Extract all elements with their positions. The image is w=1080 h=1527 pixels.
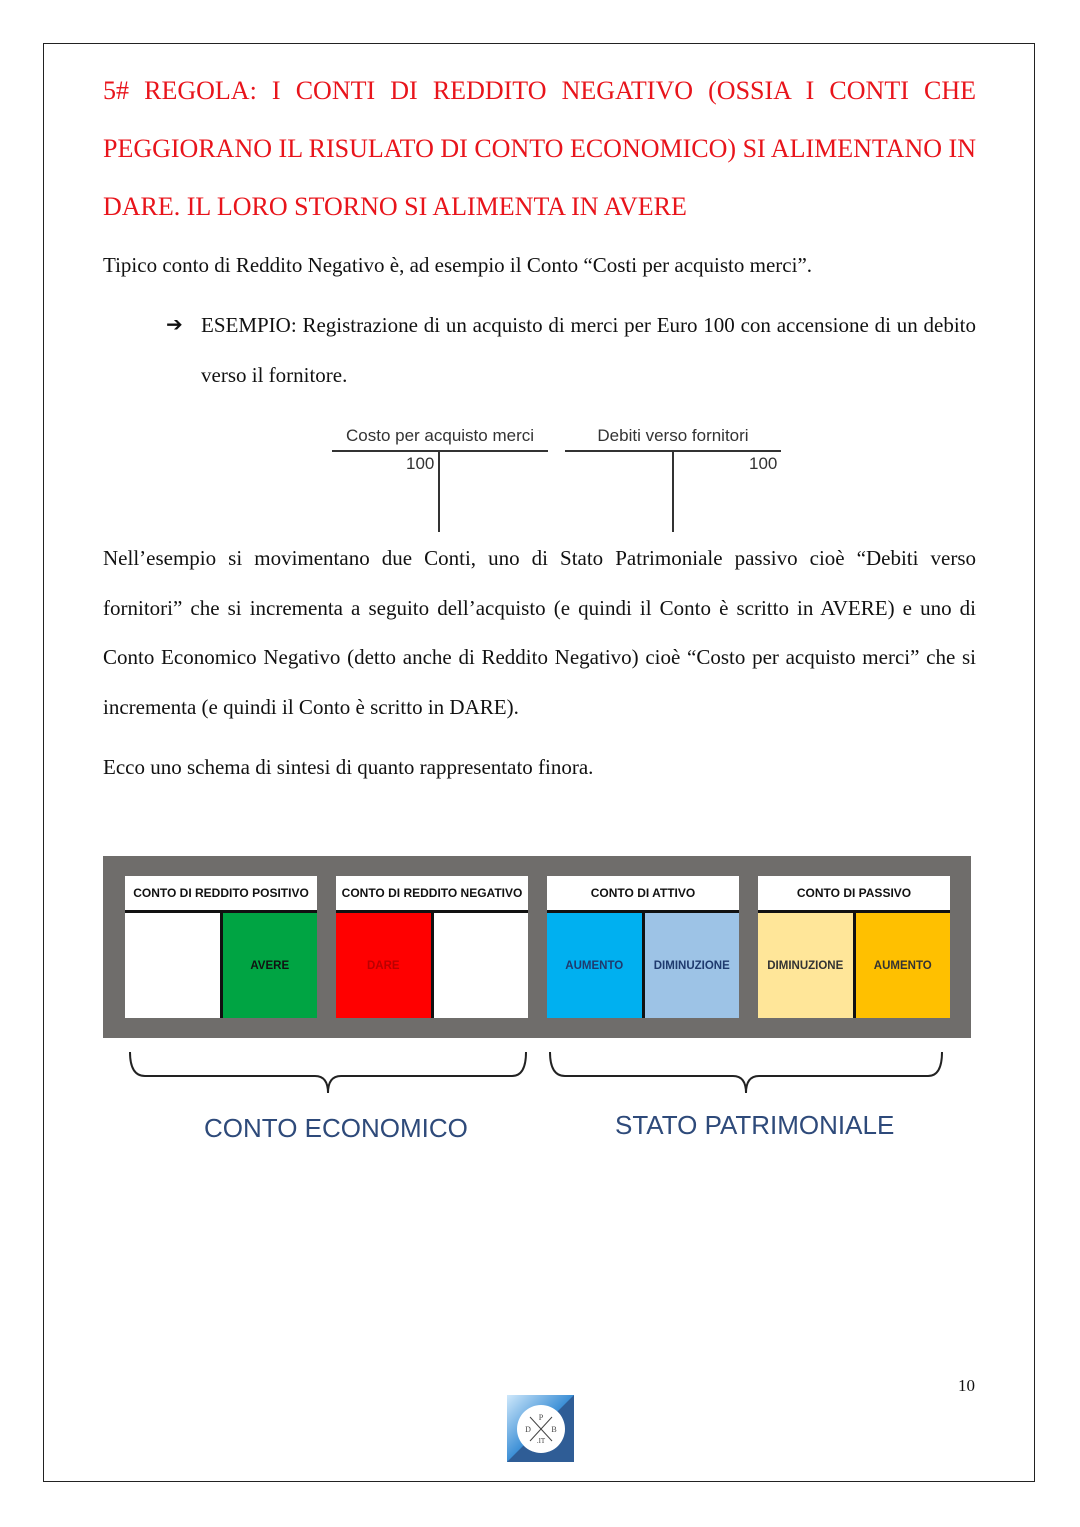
brace-icon <box>130 1052 526 1093</box>
svg-text:.IT: .IT <box>536 1437 546 1445</box>
svg-text:D: D <box>525 1425 531 1434</box>
example-paragraph: ESEMPIO: Registrazione di un acquisto di merci per Euro 100 con accensione di un debito verso il fornitore. <box>201 313 976 387</box>
t-account-dare-value: 100 <box>406 454 435 473</box>
scheme-box-title: CONTO DI REDDITO NEGATIVO <box>336 876 528 913</box>
scheme-box <box>336 876 528 1018</box>
logo-icon <box>507 1395 574 1462</box>
rule-heading <box>103 62 976 236</box>
explanation-paragraph: Nell’esempio si movimentano due Conti, uno di Stato Patrimoniale passivo cioè “Debiti verso fornitori” che si incrementa a seguito dell’acquisto (e quindi il Conto è scritto in AVERE) e uno di Conto Economico Negativo (detto anche di Reddito Negativo) cioè “Costo per acquisto merci” che si incrementa (e quindi il Conto è scritto in DARE). <box>103 546 976 719</box>
brace-icons <box>120 1048 960 1100</box>
scheme-box-title: CONTO DI PASSIVO <box>758 876 950 913</box>
summary-intro: Ecco uno schema di sintesi di quanto rappresentato finora. <box>103 755 594 779</box>
scheme-right: AVERE <box>223 913 318 1018</box>
page-number: 10 <box>958 1376 975 1395</box>
scheme-right <box>434 913 529 1018</box>
intro-paragraph: Tipico conto di Reddito Negativo è, ad esempio il Conto “Costi per acquisto merci”. <box>103 253 813 277</box>
t-account-avere-value: 100 <box>749 454 778 473</box>
heading-line: PEGGIORANO IL RISULATO DI CONTO ECONOMICO) SI ALIMENTANO IN <box>103 134 976 163</box>
t-account-debiti <box>565 426 781 532</box>
svg-text:P: P <box>538 1413 544 1422</box>
t-account-title: Debiti verso fornitori <box>565 426 781 452</box>
scheme-left: AUMENTO <box>547 913 645 1018</box>
arrow-icon: ➔ <box>166 314 183 336</box>
group-label-conto-economico: CONTO ECONOMICO <box>204 1113 468 1143</box>
scheme-box <box>125 876 317 1018</box>
scheme-box <box>758 876 950 1018</box>
t-account-title: Costo per acquisto merci <box>332 426 548 452</box>
scheme-right: AUMENTO <box>856 913 951 1018</box>
summary-scheme <box>103 856 971 1038</box>
heading-line: DARE. IL LORO STORNO SI ALIMENTA IN AVERE <box>103 192 687 221</box>
group-label-stato-patrimoniale: STATO PATRIMONIALE <box>615 1110 895 1140</box>
scheme-left <box>125 913 223 1018</box>
scheme-right: DIMINUZIONE <box>645 913 740 1018</box>
svg-text:B: B <box>551 1425 557 1434</box>
heading-line: 5# REGOLA: I CONTI DI REDDITO NEGATIVO (OSSIA I CONTI CHE <box>103 76 976 105</box>
scheme-box <box>547 876 739 1018</box>
t-account-costo <box>332 426 548 532</box>
scheme-left: DARE <box>336 913 434 1018</box>
brace-icon <box>550 1052 942 1093</box>
scheme-box-title: CONTO DI REDDITO POSITIVO <box>125 876 317 913</box>
scheme-box-title: CONTO DI ATTIVO <box>547 876 739 913</box>
scheme-left: DIMINUZIONE <box>758 913 856 1018</box>
